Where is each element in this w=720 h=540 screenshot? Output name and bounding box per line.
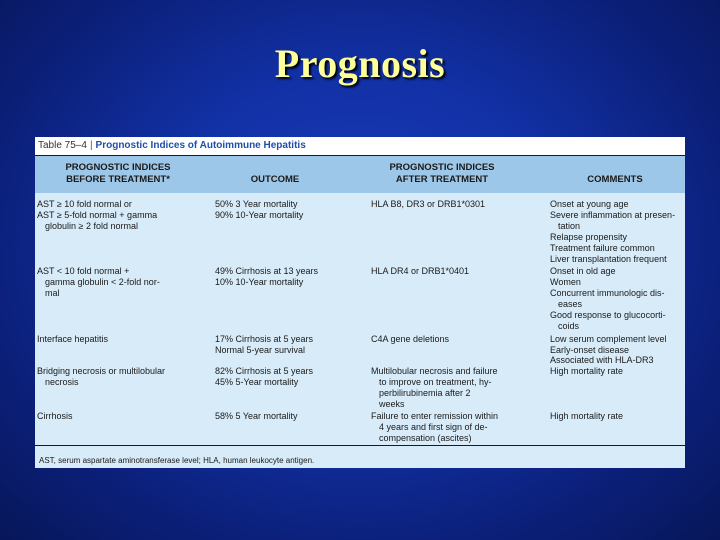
row5-after: Failure to enter remission within 4 years and first sign of de- compensation (ascites) [371,411,499,443]
row1-before: AST ≥ 10 fold normal or AST ≥ 5-fold normal + gamma globulin ≥ 2 fold normal [37,199,158,231]
row5-comments: High mortality rate [550,411,624,421]
row4-before: Bridging necrosis or multilobular necrosis [37,366,166,387]
row1-after: HLA B8, DR3 or DRB1*0301 [371,199,486,209]
table-footnote: AST, serum aspartate aminotransferase level; HLA, human leukocyte antigen. [39,456,315,465]
row1-comments: Onset at young age Severe inflammation at presen- tation Relapse propensity Treatment failure common Liver transplantation frequent [550,199,676,264]
header-comments: COMMENTS [587,174,643,185]
row3-before: Interface hepatitis [37,334,109,344]
slide-title: Prognosis [274,41,446,86]
header-outcome: OUTCOME [250,174,300,185]
row3-outcome: 17% Cirrhosis at 5 years Normal 5-year survival [215,334,314,355]
row4-after: Multilobular necrosis and failure to improve on treatment, hy- perbilirubinemia after 2 weeks [371,366,498,409]
row5-outcome: 58% 5 Year mortality [215,411,298,421]
row2-after: HLA DR4 or DRB1*0401 [371,266,470,276]
row2-outcome: 49% Cirrhosis at 13 years 10% 10-Year mortality [215,266,319,287]
prognostic-indices-table [35,137,685,467]
row4-outcome: 82% Cirrhosis at 5 years 45% 5-Year mortality [215,366,314,387]
header-before-treatment: PROGNOSTIC INDICES BEFORE TREATMENT* [65,162,171,185]
row5-before: Cirrhosis [37,411,73,421]
row2-comments: Onset in old age Women Concurrent immunologic dis- eases Good response to glucocorti- coids [550,266,666,331]
row3-after: C4A gene deletions [371,334,450,344]
table-number: Table 75–4 [38,140,87,151]
row3-comments: Low serum complement level Early-onset disease [550,334,667,355]
row4-comments: Associated with HLA-DR3 High mortality rate [550,355,654,376]
table-caption [38,140,306,151]
header-after-treatment: PROGNOSTIC INDICES AFTER TREATMENT [389,162,495,185]
row2-before: AST < 10 fold normal + gamma globulin < 2-fold nor- mal [37,266,160,298]
table-header [35,156,685,193]
caption-separator: | [89,140,93,151]
table-title: Prognostic Indices of Autoimmune Hepatitis [95,140,306,151]
row1-outcome: 50% 3 Year mortality 90% 10-Year mortality [215,199,304,220]
